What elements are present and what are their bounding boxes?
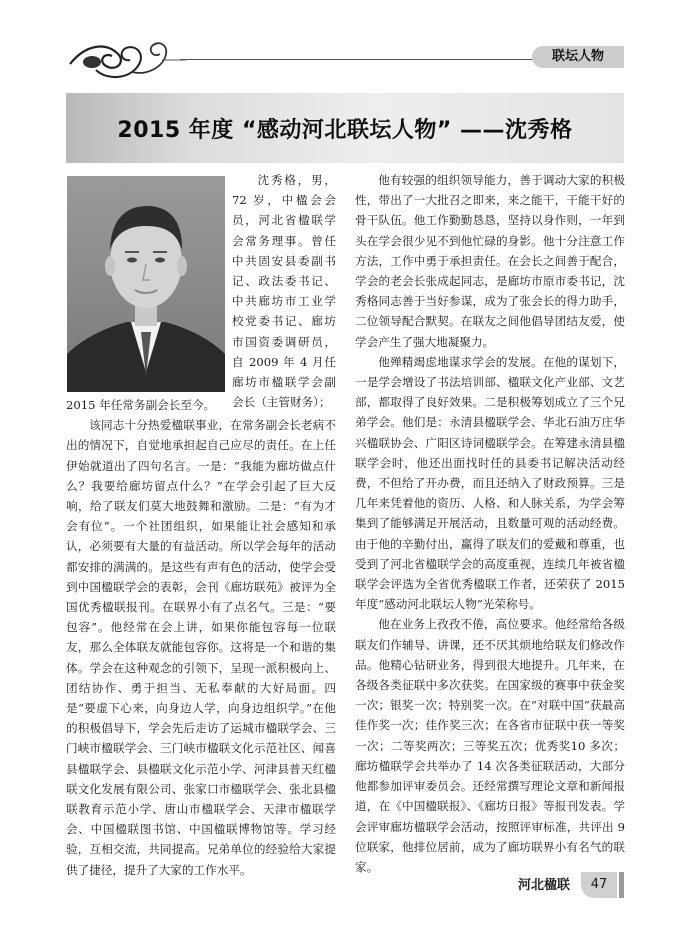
- section-tag: 联坛人物: [532, 46, 624, 68]
- left-paragraph-2: 该同志十分热爱楹联事业，在常务副会长老病不出的情况下，自觉地承担起自己应尽的责任。在上任伊始就道出了四句名言。一是：“我能为廊坊做点什么？我要给廊坊留点什么？”在学会引起了巨大反响，给了联友们莫大地鼓舞和激励。二是：“有为才会有位”。一个社团组织，如果能让社会感知和承认，必须要有大量的有益活动。所以学会每年的活动都安排的满满的。是这些有声有色的活动，使学会受到中国楹联学会的表彰，会刊《廊坊联苑》被评为全国优秀楹联报刊。在联界小有了点名气。三是：“要包容”。他经常在会上讲，如果你能包容每一位联友，那么全体联友就能包容你。这将是一个和谐的集体。学会在这种观念的引领下，呈现一派积极向上、团结协作、勇于担当、无私奉献的大好局面。四是“要虚下心来，向身边人学，向身边组织学。”在他的积极倡导下，学会先后走访了运城市楹联学会、三门峡市楹联学会、三门峡市楹联文化示范社区、闻喜县楹联学会、县楹联文化示范小学、河津县普天红楹联文化发展有限公司、张家口市楹联学会、张北县楹联教育示范小学、唐山市楹联学会、天津市楹联学会、中国楹联图书馆、中国楹联博物馆等。学习经验，互相交流，共同提高。兄弟单位的经验给大家提供了捷径，提升了大家的工作水平。: [66, 418, 336, 877]
- footer-bar: [619, 872, 624, 898]
- header-rule: [180, 59, 535, 60]
- right-paragraph-1: 他有较强的组织领导能力，善于调动大家的积极性，带出了一大批召之即来，来之能干，干能干好的骨干队伍。他工作勤勤恳恳，坚持以身作则，一年到头在学会很少见不到他忙碌的身影。他十分注意工作方法，工作中勇于承担责任。在会长之间善于配合，学会的老会长张成起同志，是廊坊市原市委书记，沈秀格同志善于当好参谋，成为了张会长的得力助手，二位领导配合默契。在联友之间他倡导团结友爱，使学会产生了强大地凝聚力。: [355, 173, 625, 349]
- intro-paragraph: [232, 170, 336, 412]
- article-title: 2015 年度 “感动河北联坛人物” ——沈秀格: [117, 118, 573, 143]
- left-paragraph-1: 2015 年任常务副会长至今。: [66, 398, 216, 412]
- right-paragraph-3: 他在业务上孜孜不倦，高位要求。他经常给各级联友们作辅导、讲课，还不厌其烦地给联友们修改作品。他精心钻研业务，得到很大地提升。几年来，在各级各类征联中多次获奖。在国家级的赛事中获金奖一次；银奖一次；特别奖一次。在“对联中国”获最高佳作奖一次；佳作奖三次；在各省市征联中获一等奖一次；二等奖两次；三等奖五次；优秀奖10 多次；廊坊楹联学会共举办了 14 次各类征联活动，大部分他都参加评审委员会。还经常撰写理论文章和新闻报道，在《中国楹联报》、《廊坊日报》等报刊发表。学会评审廊坊楹联学会活动，按照评审标准，共评出 9 位联家，他排位居前，成为了廊坊联界小有名气的联家。: [355, 617, 625, 874]
- right-paragraph-2: 他殚精竭虑地谋求学会的发展。在他的谋划下，一是学会增设了书法培训部、楹联文化产业部、文艺部，都取得了良好效果。二是积极筹划成立了三个兄弟学会。他们是：永清县楹联学会、华北石油万庄华兴楹联协会、广阳区诗词楹联学会。在筹建永清县楹联学会时，他还出面找时任的县委书记解决活动经费，不但给了开办费，而且还纳入了财政预算。三是几年来凭着他的资历、人格、和人脉关系，为学会筹集到了能够满足开展活动，且数量可观的活动经费。由于他的辛勤付出，赢得了联友们的爱戴和尊重，也受到了河北省楹联学会的高度重视，连续几年被省楹联学会评选为全省优秀楹联工作者，还荣获了 2015 年度“感动河北联坛人物”光荣称号。: [355, 354, 625, 612]
- magazine-name: 河北楹联: [518, 878, 571, 893]
- floral-ornament-icon: [66, 36, 190, 84]
- intro-text: 沈秀格，男，72 岁，中楹会会员，河北省楹联学会常务理事。曾任中共固安县委副书记、政法委书记、中共廊坊市工业学校党委书记、廊坊市国资委调研员，自 2009 年 4 月任廊坊市楹联学会副会长（主管财务）；: [232, 173, 336, 410]
- left-column: [66, 395, 336, 880]
- page-number: 47: [581, 872, 617, 898]
- right-column: [355, 170, 625, 877]
- portrait-photo: [67, 176, 225, 392]
